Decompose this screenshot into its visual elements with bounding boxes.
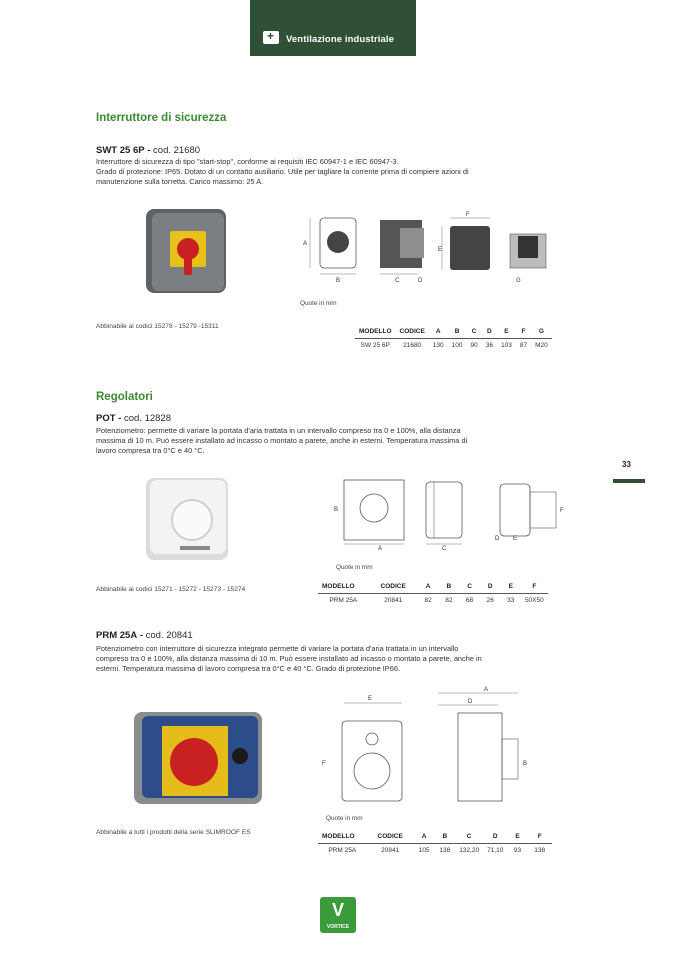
potentiometer-drawing xyxy=(330,478,570,553)
product-heading-prm: PRM 25A - cod. 20841 xyxy=(96,630,193,641)
product-code: cod. 21680 xyxy=(153,145,201,156)
product-heading-swt: SWT 25 6P - cod. 21680 xyxy=(96,145,201,156)
section-title-safety-switch: Interruttore di sicurezza xyxy=(96,112,227,124)
prm-switch-drawing xyxy=(318,685,548,805)
safety-switch-drawing xyxy=(300,212,560,302)
table-row: PRM 25A 20841 82 82 68 26 33 50X50 xyxy=(329,596,544,604)
product-model: SWT 25 6P xyxy=(96,145,145,156)
page-marker-bar xyxy=(613,479,645,483)
svg-text:A: A xyxy=(303,241,308,247)
vortice-logo: V VORTICE xyxy=(320,897,356,933)
product-code: cod. 20841 xyxy=(145,630,193,641)
product-model: PRM 25A xyxy=(96,630,138,641)
table-row: PRM 25A 20841 105 138 132,20 71,10 93 138 xyxy=(328,846,546,854)
prm-switch-photo xyxy=(132,706,267,806)
svg-text:E: E xyxy=(368,696,373,702)
table-header-row: MODELLO CODICE A B C D E F xyxy=(318,830,552,843)
fan-box-icon xyxy=(263,31,279,44)
spec-table-swt xyxy=(355,325,552,352)
product-model: POT xyxy=(96,413,116,424)
table-row: SW 25 6P 21680 130 100 90 36 103 87 M20 xyxy=(360,341,548,349)
product-code: cod. 12828 xyxy=(123,413,171,424)
compatibility-note: Abbinabile a tutti i prodotti della serie SLIMROOF ES xyxy=(96,829,251,836)
svg-text:B: B xyxy=(523,761,528,767)
svg-text:A: A xyxy=(484,687,489,693)
svg-text:E: E xyxy=(513,536,518,542)
svg-text:D: D xyxy=(495,536,500,542)
svg-text:B: B xyxy=(336,278,341,284)
svg-text:F: F xyxy=(322,761,326,767)
dimensions-note: Quote in mm xyxy=(336,564,373,571)
svg-text:C: C xyxy=(442,546,447,552)
page-number: 33 xyxy=(622,460,631,469)
table-header-row: MODELLO CODICE A B C D E F xyxy=(318,580,548,593)
category-label: Ventilazione industriale xyxy=(286,34,394,45)
svg-text:A: A xyxy=(378,546,383,552)
category-header xyxy=(250,0,416,56)
svg-text:D: D xyxy=(468,699,473,705)
svg-text:E: E xyxy=(438,247,443,253)
svg-text:C: C xyxy=(395,278,400,284)
svg-text:F: F xyxy=(466,212,470,218)
product-description: Interruttore di sicurezza di tipo "start-stop", conforme ai requisiti IEC 60947-1 e IEC 60947-3. Grado di protezione: IP65. Dotato di un contatto ausiliario. Utile per tagliare la corrente prima di compiere azioni di manutenzione sulla torretta. Carico massimo: 25 A. xyxy=(96,157,469,186)
safety-switch-photo xyxy=(140,205,230,295)
spec-table-pot xyxy=(318,580,548,607)
svg-text:G: G xyxy=(516,278,521,284)
section-title-regulators: Regolatori xyxy=(96,391,153,403)
compatibility-note: Abbinabile ai codici 15271 - 15272 - 15273 - 15274 xyxy=(96,586,246,593)
svg-text:F: F xyxy=(560,508,564,514)
product-description: Potenziometro: permette di variare la portata d'aria trattata in un intervallo compreso tra 0 e 100%, alla distanza massima di 10 m. Può essere installato ad incasso o montato a parete, anche in esterni. Temperatura massima di lavoro compresa tra 0°C e 40 °C. xyxy=(96,426,468,455)
table-header-row: MODELLO CODICE A B C D E F G xyxy=(355,325,552,338)
compatibility-note: Abbinabile ai codici 15278 - 15279 -15311 xyxy=(96,323,219,330)
spec-table-prm xyxy=(318,830,552,857)
svg-text:B: B xyxy=(334,507,339,513)
dimensions-note: Quote in mm xyxy=(326,815,363,822)
potentiometer-photo xyxy=(140,472,235,567)
dimensions-note: Quote in mm xyxy=(300,300,337,307)
product-description: Potenziometro con interruttore di sicurezza integrato permette di variare la portata d'aria trattata in un intervallo compreso tra 0 e 100%, alla distanza massima di 10 m. Può essere installato ad incasso o montato a parete, anche in esterni. Temperatura massima di lavoro compresa tra 0°C e 40 °C. Grado di protezione IP66. xyxy=(96,644,482,673)
product-heading-pot: POT - cod. 12828 xyxy=(96,413,171,424)
svg-text:D: D xyxy=(418,278,423,284)
